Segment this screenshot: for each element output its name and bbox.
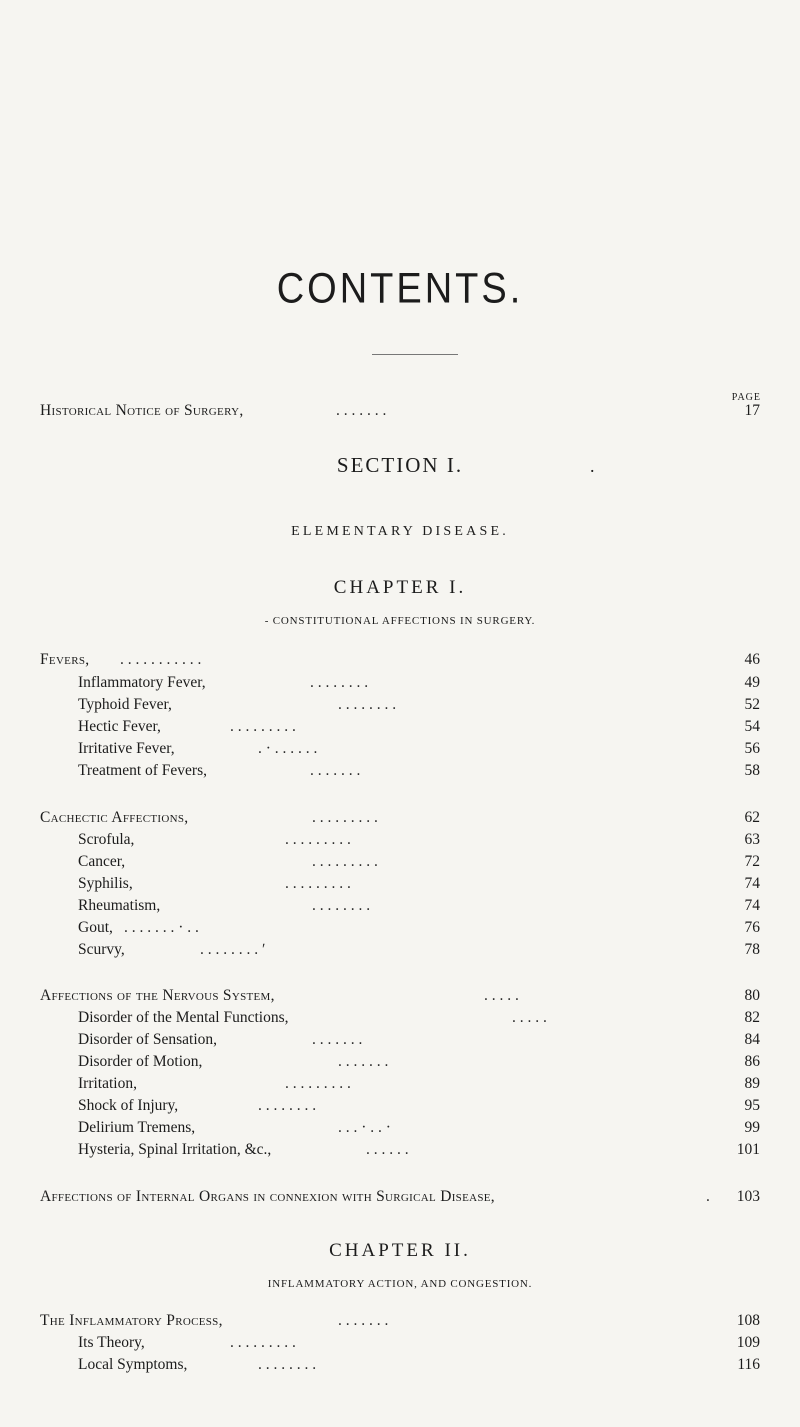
leader-dots: . . . . . . . [338, 1312, 389, 1329]
toc-entry-page: 103 [736, 1188, 760, 1205]
leader-dots: . . . . . . . [338, 1053, 389, 1070]
leader-dots: . . . . . . . . ʹ [200, 941, 266, 958]
toc-entry-label: Disorder of Sensation, [78, 1031, 218, 1048]
toc-entry[interactable] [0, 829, 800, 851]
toc-entry[interactable] [0, 873, 800, 895]
chapter-heading: CHAPTER I. [333, 577, 467, 598]
title-rule [372, 354, 458, 355]
leader-dots: . . . . . . . · . . [124, 919, 199, 936]
toc-entry-page: 86 [744, 1053, 760, 1070]
toc-entry-label: The Inflammatory Process, [40, 1312, 223, 1329]
toc-entry-page: 116 [737, 1356, 760, 1373]
toc-entry[interactable] [0, 1073, 800, 1095]
section-heading-text: SECTION I. [336, 453, 464, 477]
toc-entry-page: 74 [744, 897, 760, 914]
toc-entry-label: Syphilis, [78, 875, 133, 892]
toc-entry-page: 99 [744, 1119, 760, 1136]
toc-entry-page: 62 [744, 809, 760, 826]
toc-entry[interactable] [0, 1029, 800, 1051]
toc-entry[interactable] [0, 1139, 800, 1161]
leader-dots: . . . . . . . . [338, 696, 397, 713]
toc-entry-page: 74 [744, 875, 760, 892]
leader-dots: . . . . . . . [310, 762, 361, 779]
toc-entry[interactable] [0, 1354, 800, 1376]
leader-dots: . . . . . [484, 987, 519, 1004]
leader-dots: . . . . . . . . . [230, 1334, 296, 1351]
toc-entry-label: Disorder of Motion, [78, 1053, 203, 1070]
toc-entry[interactable] [0, 1095, 800, 1117]
toc-entry-page: 101 [736, 1141, 760, 1158]
toc-entry-page: 95 [744, 1097, 760, 1114]
toc-entry-page: 82 [744, 1009, 760, 1026]
leader-dots: . [706, 1188, 710, 1205]
toc-entry-label: Inflammatory Fever, [78, 674, 206, 691]
toc-entry[interactable] [0, 985, 800, 1007]
toc-entry-label: Rheumatism, [78, 897, 161, 914]
chapter-subheading: INFLAMMATORY ACTION, AND CONGESTION. [267, 1278, 533, 1290]
leader-dots: . . . . . . . . . [312, 809, 378, 826]
leader-dots: . . . . . . . . [258, 1097, 317, 1114]
toc-entry-label: Scurvy, [78, 941, 125, 958]
toc-entry-label: Affections of Internal Organs in connexion with Surgical Disease, [40, 1188, 495, 1205]
toc-entry-label: Disorder of the Mental Functions, [78, 1009, 289, 1026]
toc-entry-label: Irritative Fever, [78, 740, 175, 757]
leader-dots: . . . . . . . . . [312, 853, 378, 870]
toc-entry-page: 84 [744, 1031, 760, 1048]
page-column-label: PAGE [731, 392, 761, 403]
leader-dots: . . . . . . . . [258, 1356, 317, 1373]
toc-entry-page: 46 [744, 651, 760, 668]
toc-entry[interactable] [0, 672, 800, 694]
leader-dots: . . . . . . . [336, 402, 387, 419]
chapter-subheading-text: CONSTITUTIONAL AFFECTIONS IN SURGERY. [272, 615, 536, 627]
toc-entry-label: Cachectic Affections, [40, 809, 189, 826]
toc-entry-page: 58 [744, 762, 760, 779]
toc-entry-label: Gout, [78, 919, 113, 936]
toc-entry-label: Scrofula, [78, 831, 135, 848]
toc-entry-page: 56 [744, 740, 760, 757]
toc-entry[interactable] [0, 738, 800, 760]
toc-entry-label: Local Symptoms, [78, 1356, 188, 1373]
toc-entry-label: Historical Notice of Surgery, [40, 402, 244, 419]
toc-entry[interactable] [0, 939, 800, 961]
toc-entry[interactable] [0, 1051, 800, 1073]
toc-entry-page: 72 [744, 853, 760, 870]
toc-entry[interactable] [0, 760, 800, 782]
chapter-subheading-mark: - [264, 615, 270, 627]
toc-entry-label: Hectic Fever, [78, 718, 161, 735]
toc-entry-historical[interactable] [0, 400, 800, 422]
leader-dots: . . . . . [512, 1009, 547, 1026]
toc-entry[interactable] [0, 895, 800, 917]
toc-entry[interactable] [0, 1186, 800, 1208]
section-heading-mark: . [590, 456, 597, 476]
toc-entry[interactable] [0, 694, 800, 716]
toc-entry-page: 109 [736, 1334, 760, 1351]
toc-entry[interactable] [0, 716, 800, 738]
toc-entry[interactable] [0, 1332, 800, 1354]
toc-entry[interactable] [0, 1117, 800, 1139]
toc-entry-page: 78 [744, 941, 760, 958]
toc-entry-page: 49 [744, 674, 760, 691]
toc-entry-page: 76 [744, 919, 760, 936]
leader-dots: . . . . . . [366, 1141, 409, 1158]
toc-entry-label: Irritation, [78, 1075, 137, 1092]
toc-entry-label: Its Theory, [78, 1334, 145, 1351]
toc-entry-label: Treatment of Fevers, [78, 762, 208, 779]
toc-entry-label: Shock of Injury, [78, 1097, 179, 1114]
toc-entry-label: Hysteria, Spinal Irritation, &c., [78, 1141, 272, 1158]
toc-entry[interactable] [0, 649, 800, 671]
toc-entry[interactable] [0, 917, 800, 939]
toc-entry-label: Delirium Tremens, [78, 1119, 196, 1136]
toc-entry-page: 108 [736, 1312, 760, 1329]
toc-entry-page: 63 [744, 831, 760, 848]
leader-dots: . . . . . . . . . . . [120, 651, 202, 668]
page-title: CONTENTS. [276, 265, 524, 313]
toc-entry-label: Fevers, [40, 651, 90, 668]
chapter-subheading [0, 615, 800, 627]
toc-entry-label: Affections of the Nervous System, [40, 987, 275, 1004]
leader-dots: . . . . . . . . . [285, 1075, 351, 1092]
toc-entry-page: 17 [744, 402, 760, 419]
toc-entry-page: 80 [744, 987, 760, 1004]
toc-entry-label: Cancer, [78, 853, 126, 870]
toc-entry[interactable] [0, 807, 800, 829]
leader-dots: . . . . . . . . . [230, 718, 296, 735]
leader-dots: . . . . . . . [312, 1031, 363, 1048]
toc-entry-page: 89 [744, 1075, 760, 1092]
chapter-heading: CHAPTER II. [329, 1240, 471, 1261]
toc-entry[interactable] [0, 1310, 800, 1332]
leader-dots: . . . . . . . . [310, 674, 369, 691]
toc-entry[interactable] [0, 1007, 800, 1029]
toc-entry-label: Typhoid Fever, [78, 696, 172, 713]
toc-entry[interactable] [0, 851, 800, 873]
leader-dots: . · . . . . . . [258, 740, 318, 757]
toc-entry-page: 54 [744, 718, 760, 735]
leader-dots: . . . . . . . . [312, 897, 371, 914]
leader-dots: . . . . . . . . . [285, 831, 351, 848]
section-subheading: ELEMENTARY DISEASE. [291, 524, 509, 539]
leader-dots: . . . . . . . . . [285, 875, 351, 892]
section-heading [0, 453, 800, 478]
toc-entry-page: 52 [744, 696, 760, 713]
leader-dots: . . . · . . · [338, 1119, 391, 1136]
